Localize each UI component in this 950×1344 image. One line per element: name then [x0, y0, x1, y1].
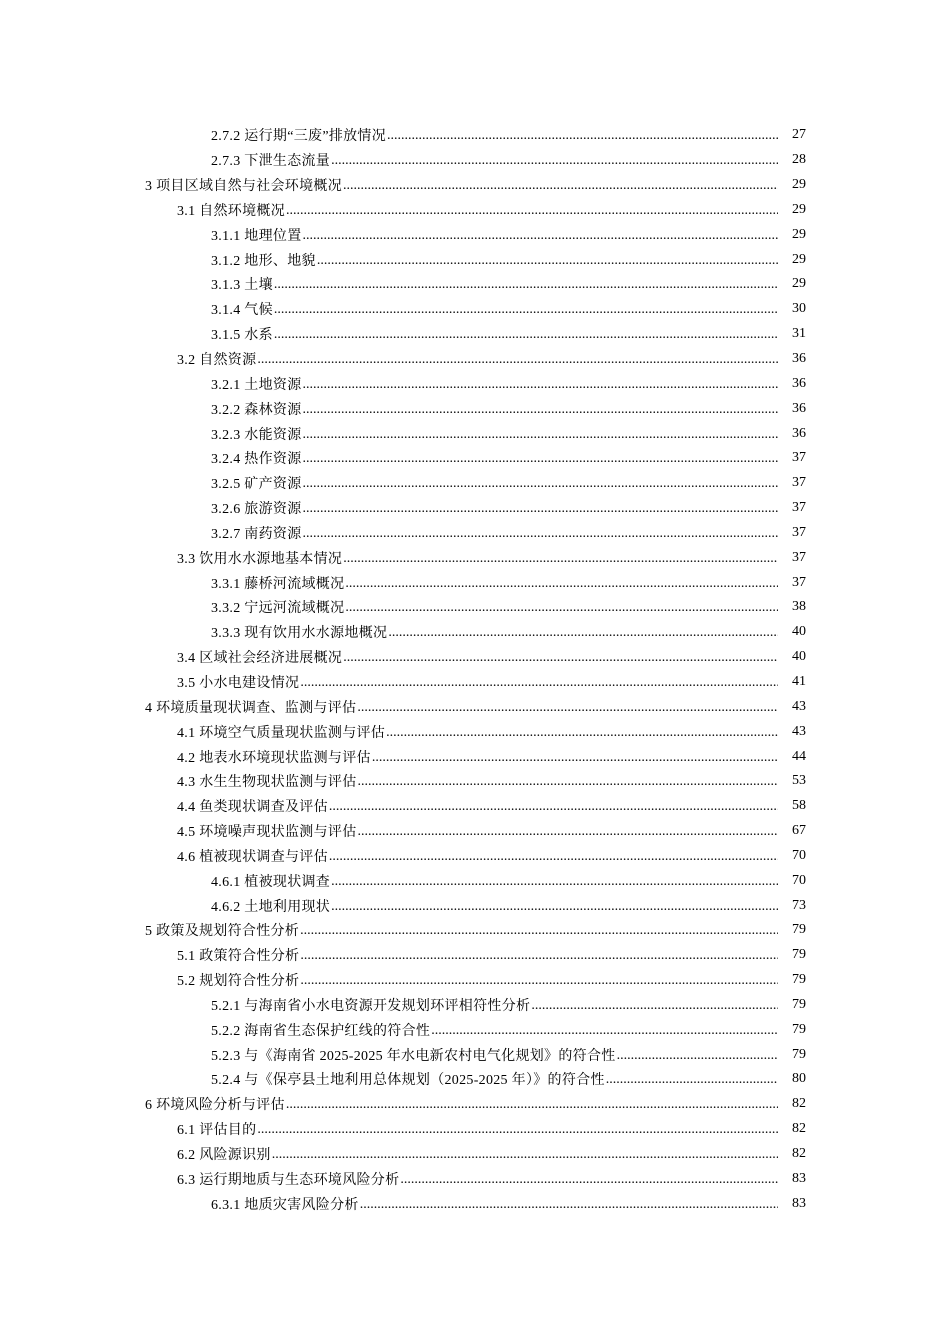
toc-page-number: 40: [792, 624, 806, 640]
toc-entry[interactable]: [145, 694, 806, 719]
toc-entry-title: 3.5 小水电建设情况: [177, 675, 300, 691]
toc-entry-title: 3.2 自然资源: [177, 353, 257, 369]
toc-entry-title: 6 环境风险分析与评估: [145, 1098, 285, 1114]
toc-page-number: 38: [792, 599, 806, 615]
toc-entry-title: 3.2.1 土地资源: [211, 377, 302, 393]
toc-entry-title: 4.6 植被现状调查与评估: [177, 849, 328, 865]
toc-dot-leader: [331, 900, 778, 914]
toc-page-number: 36: [792, 351, 806, 367]
toc-entry[interactable]: [211, 1017, 806, 1042]
toc-entry-title: 3.1.2 地形、地貌: [211, 253, 316, 269]
toc-entry-title: 3.3 饮用水水源地基本情况: [177, 551, 343, 567]
toc-dot-leader: [345, 601, 778, 615]
toc-dot-leader: [274, 303, 778, 317]
toc-dot-leader: [274, 328, 778, 342]
toc-page-number: 29: [792, 226, 806, 242]
toc-dot-leader: [317, 254, 778, 268]
toc-entry[interactable]: [177, 670, 806, 695]
toc-dot-leader: [272, 1148, 778, 1162]
toc-entry-title: 3.2.5 矿产资源: [211, 477, 302, 493]
toc-page-number: 83: [792, 1195, 806, 1211]
toc-page-number: 82: [792, 1096, 806, 1112]
toc-page-number: 37: [792, 574, 806, 590]
toc-dot-leader: [331, 154, 778, 168]
toc-page-number: 29: [792, 251, 806, 267]
toc-page-number: 37: [792, 524, 806, 540]
toc-dot-leader: [329, 800, 778, 814]
toc-entry[interactable]: [211, 521, 806, 546]
toc-entry-title: 6.3.1 地质灾害风险分析: [211, 1197, 359, 1213]
toc-dot-leader: [300, 924, 778, 938]
toc-entry-title: 4.6.1 植被现状调查: [211, 874, 331, 890]
toc-entry[interactable]: [145, 173, 806, 198]
toc-dot-leader: [358, 775, 779, 789]
toc-entry[interactable]: [177, 198, 806, 223]
toc-entry-title: 3.4 区域社会经济进展概况: [177, 651, 343, 667]
toc-entry-title: 5 政策及规划符合性分析: [145, 924, 300, 940]
toc-entry[interactable]: [145, 918, 806, 943]
toc-dot-leader: [386, 726, 778, 740]
toc-dot-leader: [606, 1073, 778, 1087]
toc-page-number: 37: [792, 549, 806, 565]
toc-entry-title: 5.1 政策符合性分析: [177, 949, 300, 965]
toc-entry-title: 3.1.4 气候: [211, 303, 273, 319]
toc-entry-title: 5.2.3 与《海南省 2025-2025 年水电新农村电气化规划》的符合性: [211, 1048, 616, 1064]
toc-page-number: 29: [792, 276, 806, 292]
toc-page-number: 37: [792, 500, 806, 516]
toc-entry[interactable]: [177, 545, 806, 570]
toc-entry-title: 3.2.7 南药资源: [211, 526, 302, 542]
toc-entry[interactable]: [177, 794, 806, 819]
toc-dot-leader: [388, 626, 778, 640]
toc-entry[interactable]: [177, 1117, 806, 1142]
toc-entry[interactable]: [177, 645, 806, 670]
toc-page-number: 37: [792, 450, 806, 466]
toc-entry-title: 2.7.3 下泄生态流量: [211, 154, 331, 170]
toc-entry[interactable]: [211, 322, 806, 347]
toc-page-number: 83: [792, 1170, 806, 1186]
toc-dot-leader: [300, 974, 778, 988]
toc-page-number: 82: [792, 1121, 806, 1137]
toc-entry-title: 3.2.2 森林资源: [211, 402, 302, 418]
toc-page-number: 28: [792, 152, 806, 168]
toc-page-number: 36: [792, 375, 806, 391]
toc-dot-leader: [257, 1123, 778, 1137]
toc-entry-title: 3.2.4 热作资源: [211, 452, 302, 468]
toc-dot-leader: [343, 179, 778, 193]
toc-page-number: 30: [792, 301, 806, 317]
toc-entry-title: 4 环境质量现状调查、监测与评估: [145, 700, 357, 716]
toc-page-number: 27: [792, 127, 806, 143]
toc-page-number: 36: [792, 425, 806, 441]
toc-entry[interactable]: [211, 1191, 806, 1216]
toc-page-number: 37: [792, 475, 806, 491]
toc-page-number: 79: [792, 972, 806, 988]
toc-dot-leader: [286, 1098, 778, 1112]
toc-dot-leader: [303, 229, 779, 243]
toc-page-number: 29: [792, 177, 806, 193]
toc-entry-title: 4.5 环境噪声现状监测与评估: [177, 825, 357, 841]
toc-entry[interactable]: [145, 1092, 806, 1117]
toc-page-number: 79: [792, 1021, 806, 1037]
toc-entry-title: 3.2.3 水能资源: [211, 427, 302, 443]
toc-dot-leader: [300, 676, 778, 690]
toc-dot-leader: [300, 949, 778, 963]
toc-entry[interactable]: [211, 993, 806, 1018]
toc-dot-leader: [372, 751, 778, 765]
toc-entry-title: 4.6.2 土地利用现状: [211, 899, 331, 915]
toc-entry[interactable]: [177, 968, 806, 993]
toc-page-number: 43: [792, 698, 806, 714]
toc-page-number: 29: [792, 201, 806, 217]
toc-page-number: 36: [792, 400, 806, 416]
toc-entry-title: 3.3.2 宁远河流域概况: [211, 601, 345, 617]
toc-dot-leader: [303, 477, 779, 491]
toc-entry[interactable]: [211, 421, 806, 446]
toc-page-number: 43: [792, 723, 806, 739]
toc-dot-leader: [257, 353, 778, 367]
toc-entry[interactable]: [211, 570, 806, 595]
toc-dot-leader: [431, 1024, 778, 1038]
toc-dot-leader: [303, 403, 779, 417]
toc-entry-title: 4.4 鱼类现状调查及评估: [177, 800, 328, 816]
toc-dot-leader: [303, 428, 779, 442]
toc-entry-title: 4.2 地表水环境现状监测与评估: [177, 750, 371, 766]
toc-entry-title: 3.1.1 地理位置: [211, 228, 302, 244]
toc-entry[interactable]: [211, 371, 806, 396]
toc-page-number: 31: [792, 326, 806, 342]
toc-entry[interactable]: [211, 893, 806, 918]
toc-entry-title: 5.2.2 海南省生态保护红线的符合性: [211, 1023, 431, 1039]
toc-entry[interactable]: [211, 396, 806, 421]
toc-entry-title: 6.1 评估目的: [177, 1123, 257, 1139]
toc-entry[interactable]: [211, 272, 806, 297]
toc-page-number: 79: [792, 922, 806, 938]
toc-page-number: 70: [792, 872, 806, 888]
toc-entry[interactable]: [177, 819, 806, 844]
toc-entry-title: 3.1.5 水系: [211, 328, 273, 344]
toc-entry-title: 3 项目区域自然与社会环境概况: [145, 179, 342, 195]
toc-entry[interactable]: [211, 868, 806, 893]
toc-dot-leader: [274, 278, 778, 292]
toc-entry-title: 3.3.1 藤桥河流域概况: [211, 576, 345, 592]
toc-dot-leader: [303, 452, 779, 466]
toc-page-number: 82: [792, 1146, 806, 1162]
toc-page-number: 79: [792, 947, 806, 963]
toc-entry[interactable]: [177, 769, 806, 794]
toc-entry-title: 5.2 规划符合性分析: [177, 974, 300, 990]
toc-dot-leader: [343, 651, 778, 665]
toc-dot-leader: [286, 204, 778, 218]
toc-dot-leader: [358, 825, 779, 839]
toc-entry[interactable]: [177, 1166, 806, 1191]
toc-entry-title: 3.2.6 旅游资源: [211, 502, 302, 518]
toc-page-number: 80: [792, 1071, 806, 1087]
toc-dot-leader: [360, 1198, 778, 1212]
toc-page-number: 53: [792, 773, 806, 789]
toc-entry[interactable]: [177, 1142, 806, 1167]
toc-entry[interactable]: [211, 496, 806, 521]
toc-dot-leader: [303, 527, 779, 541]
toc-dot-leader: [400, 1173, 778, 1187]
toc-entry-title: 3.3.3 现有饮用水水源地概况: [211, 626, 388, 642]
toc-page-number: 79: [792, 1046, 806, 1062]
toc-entry[interactable]: [211, 620, 806, 645]
toc-entry[interactable]: [177, 843, 806, 868]
toc-entry[interactable]: [211, 1042, 806, 1067]
toc-entry-title: 6.3 运行期地质与生态环境风险分析: [177, 1172, 400, 1188]
table-of-contents: [0, 123, 950, 1216]
toc-entry[interactable]: [211, 123, 806, 148]
toc-page-number: 73: [792, 897, 806, 913]
toc-entry[interactable]: [211, 148, 806, 173]
toc-entry[interactable]: [177, 744, 806, 769]
toc-entry-title: 3.1.3 土壤: [211, 278, 273, 294]
toc-dot-leader: [387, 129, 778, 143]
toc-entry-title: 6.2 风险源识别: [177, 1148, 271, 1164]
toc-page-number: 58: [792, 798, 806, 814]
toc-dot-leader: [329, 850, 778, 864]
toc-page-number: 70: [792, 847, 806, 863]
toc-entry-title: 3.1 自然环境概况: [177, 203, 285, 219]
toc-dot-leader: [331, 875, 778, 889]
toc-entry[interactable]: [177, 347, 806, 372]
toc-dot-leader: [617, 1049, 778, 1063]
toc-page-number: 40: [792, 649, 806, 665]
toc-entry-title: 5.2.4 与《保亭县土地利用总体规划（2025-2025 年）》的符合性: [211, 1073, 605, 1089]
toc-entry[interactable]: [177, 943, 806, 968]
toc-page-number: 67: [792, 823, 806, 839]
toc-entry-title: 2.7.2 运行期“三废”排放情况: [211, 129, 387, 145]
toc-entry[interactable]: [211, 247, 806, 272]
toc-dot-leader: [303, 502, 779, 516]
toc-entry[interactable]: [211, 471, 806, 496]
toc-dot-leader: [303, 378, 779, 392]
toc-entry-title: 4.3 水生生物现状监测与评估: [177, 775, 357, 791]
toc-entry[interactable]: [211, 446, 806, 471]
toc-page-number: 79: [792, 996, 806, 1012]
toc-entry-title: 4.1 环境空气质量现状监测与评估: [177, 725, 386, 741]
toc-dot-leader: [531, 999, 778, 1013]
toc-entry[interactable]: [177, 719, 806, 744]
toc-dot-leader: [345, 577, 778, 591]
toc-entry[interactable]: [211, 222, 806, 247]
toc-page-number: 44: [792, 748, 806, 764]
toc-entry[interactable]: [211, 297, 806, 322]
toc-entry[interactable]: [211, 1067, 806, 1092]
toc-dot-leader: [357, 701, 778, 715]
toc-entry-title: 5.2.1 与海南省小水电资源开发规划环评相符性分析: [211, 998, 531, 1014]
toc-dot-leader: [343, 552, 778, 566]
toc-page-number: 41: [792, 673, 806, 689]
toc-entry[interactable]: [211, 595, 806, 620]
